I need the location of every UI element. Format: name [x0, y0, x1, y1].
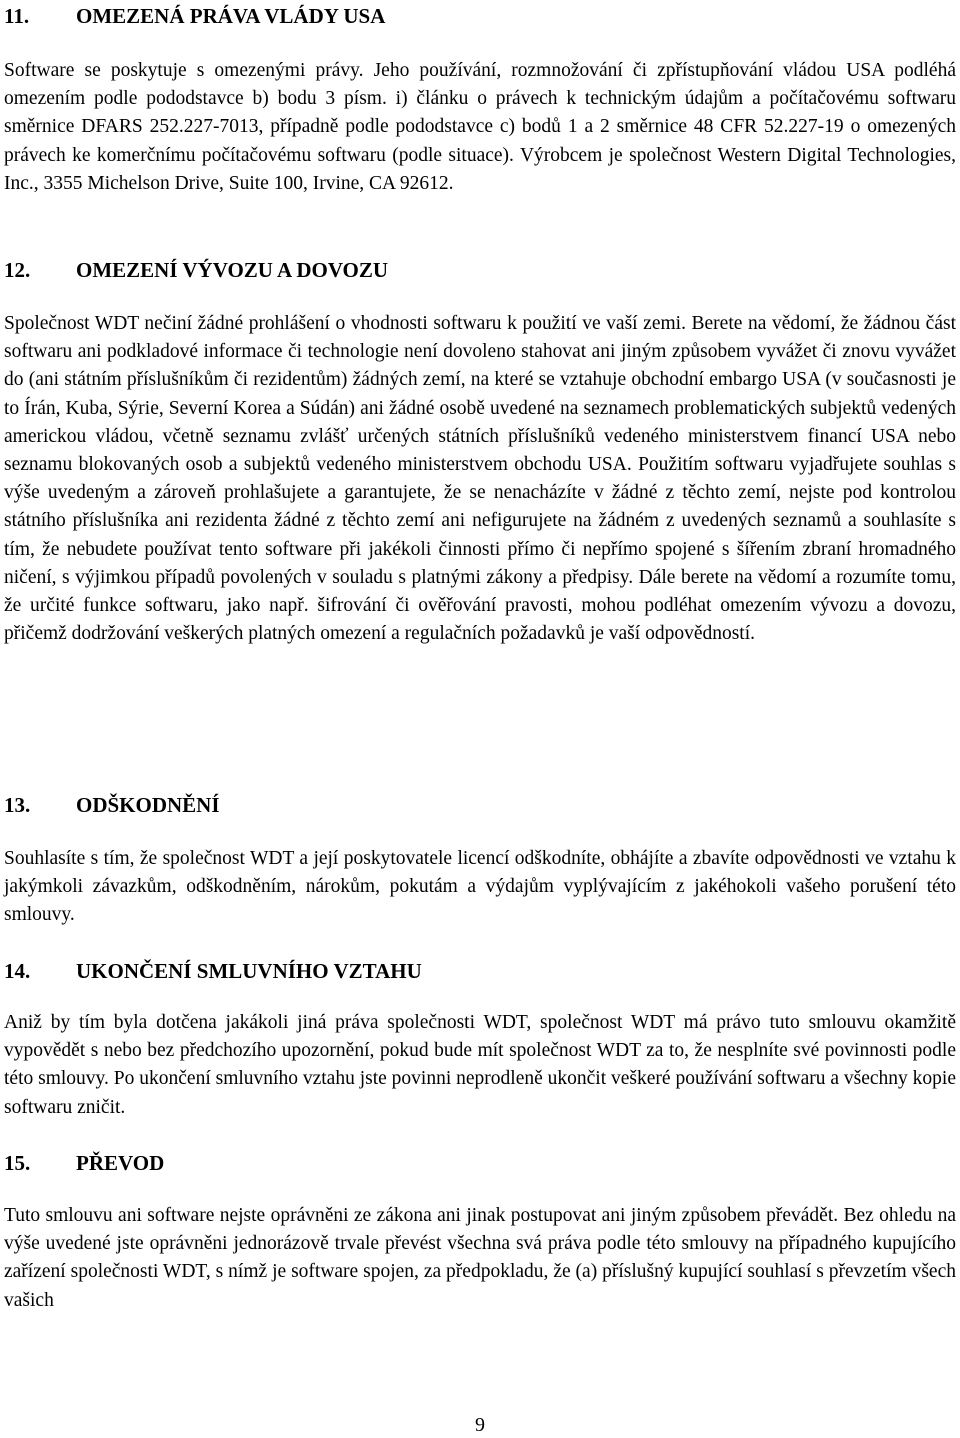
- section-paragraph: Software se poskytuje s omezenými právy. Jeho používání, rozmnožování či zpřístupňování vládou USA podléhá omezením podle pododstavce b) bodu 3 písm. i) článku o právech k technickým údajům a počítačovému softwaru směrnice DFARS 252.227-7013, případně podle pododstavce c) bodů 1 a 2 směrnice 48 CFR 52.227-19 o omezených právech ke komerčnímu počítačovému softwaru (podle situace). Výrobcem je společnost Western Digital Technologies, Inc., 3355 Michelson Drive, Suite 100, Irvine, CA 92612.: [4, 60, 956, 194]
- section-heading: [4, 256, 388, 284]
- section-title: OMEZENÍ VÝVOZU A DOVOZU: [76, 258, 389, 282]
- section-heading: [4, 1149, 164, 1177]
- section-number: 15.: [4, 1151, 31, 1175]
- section-title: OMEZENÁ PRÁVA VLÁDY USA: [76, 4, 386, 28]
- page-number: 9: [475, 1414, 485, 1436]
- section-paragraph: Aniž by tím byla dotčena jakákoli jiná práva společnosti WDT, společnost WDT má právo tuto smlouvu okamžitě vypovědět s nebo bez předchozího upozornění, pokud bude mít společnost WDT za to, že nesplníte své povinnosti podle této smlouvy. Po ukončení smluvního vztahu jste povinni neprodleně ukončit veškeré používání softwaru a všechny kopie softwaru zničit.: [4, 1012, 956, 1118]
- section-number: 13.: [4, 793, 31, 817]
- section-heading: [4, 791, 220, 819]
- section-heading: [4, 2, 385, 30]
- section-title: PŘEVOD: [76, 1151, 165, 1175]
- section-number: 12.: [4, 258, 31, 282]
- section-title: UKONČENÍ SMLUVNÍHO VZTAHU: [76, 959, 422, 983]
- section-title: ODŠKODNĚNÍ: [76, 793, 220, 817]
- section-heading: [4, 957, 422, 985]
- section-number: 14.: [4, 959, 31, 983]
- section-paragraph: Tuto smlouvu ani software nejste oprávněni ze zákona ani jinak postupovat ani jiným způsobem převádět. Bez ohledu na výše uvedené jste oprávněni jednorázově trvale převést všechna svá práva podle této smlouvy na případného kupujícího zařízení společnosti WDT, s nímž je software spojen, za předpokladu, že (a) příslušný kupující souhlasí s převzetím všech vašich: [4, 1205, 956, 1311]
- section-paragraph: Společnost WDT nečiní žádné prohlášení o vhodnosti softwaru k použití ve vaší zemi. Berete na vědomí, že žádnou část softwaru ani podkladové informace či technologie není dovoleno stahovat ani jiným způsobem vyvážet či znovu vyvážet do (ani státním příslušníkům či rezidentům) žádných zemí, na které se vztahuje obchodní embargo USA (v současnosti je to Írán, Kuba, Sýrie, Severní Korea a Súdán) ani žádné osobě uvedené na seznamech problematických subjektů vedených americkou vládou, včetně seznamu zvlášť určených státních příslušníků vedeného ministerstvem financí USA nebo seznamu blokovaných osob a subjektů vedeného ministerstvem obchodu USA. Použitím softwaru vyjadřujete souhlas s výše uvedeným a zároveň prohlašujete a garantujete, že se nenacházíte v žádné z těchto zemí, nejste pod kontrolou státního příslušníka ani rezidenta žádné z těchto zemí ani nefigurujete na žádném z uvedených seznamů a souhlasíte s tím, že nebudete používat tento software při jakékoli činnosti přímo či nepřímo spojené s šířením zbraní hromadného ničení, s výjimkou případů povolených v souladu s platnými zákony a předpisy. Dále berete na vědomí a rozumíte tomu, že určité funkce softwaru, jako např. šifrování či ověřování pravosti, mohou podléhat omezením vývozu a dovozu, přičemž dodržování veškerých platných omezení a regulačních požadavků je vaší odpovědností.: [4, 313, 956, 645]
- section-paragraph: Souhlasíte s tím, že společnost WDT a její poskytovatele licencí odškodníte, obhájíte a zbavíte odpovědnosti ve vztahu k jakýmkoli závazkům, odškodněním, nárokům, pokutám a výdajům vyplývajícím z jakéhokoli vašeho porušení této smlouvy.: [4, 848, 956, 926]
- section-number: 11.: [4, 4, 30, 28]
